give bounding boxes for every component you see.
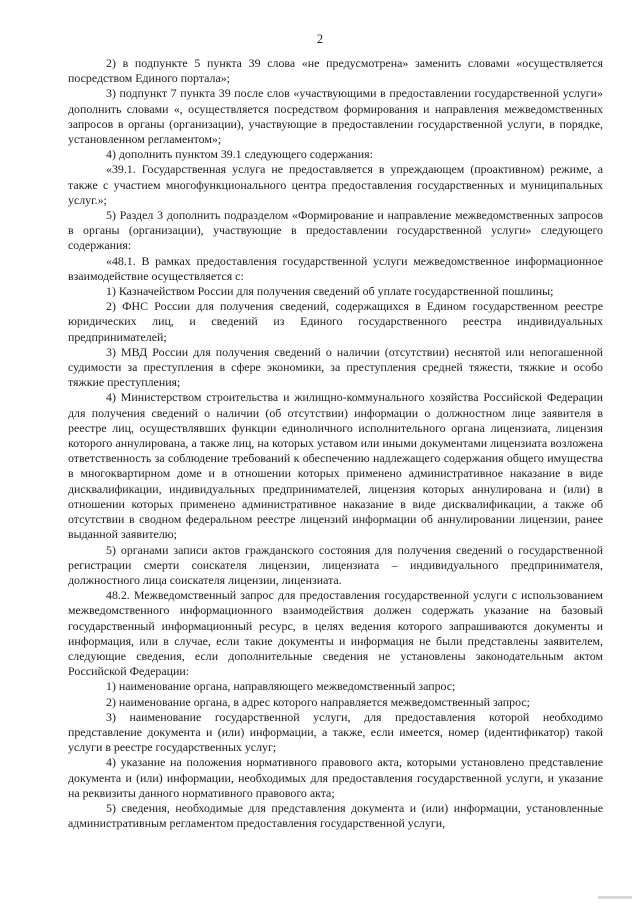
paragraph: 2) ФНС России для получения сведений, содержащихся в Едином государственном реестре юридических лиц, и сведений из Единого государственного реестра индивидуальных предпринимателей; xyxy=(68,299,603,344)
paragraph: 2) наименование органа, в адрес которого направляется межведомственный запрос; xyxy=(106,694,530,709)
paragraph: 4) указание на положения нормативного правового акта, которыми установлено представление документа и (или) информации, необходимых для предоставления государственной услуги, и указание на реквизиты данного нормативного правового акта; xyxy=(68,755,603,800)
paragraph: 3) наименование государственной услуги, для предоставления которой необходимо представление документа и (или) информации, а также, если имеется, номер (идентификатор) такой услуги в реестре государственных услуг; xyxy=(68,709,603,755)
paragraph: «48.1. В рамках предоставления государственной услуги межведомственное информационное взаимодействие осуществляется с: xyxy=(68,253,603,283)
paragraph: 1) наименование органа, направляющего межведомственный запрос; xyxy=(106,679,456,694)
paragraph: 1) Казначейством России для получения сведений об уплате государственной пошлины; xyxy=(106,284,554,299)
paragraph: «39.1. Государственная услуга не предоставляется в упреждающем (проактивном) режиме, а также с участием многофункционального центра предоставления государственных и муниципальных услуг.»; xyxy=(68,162,603,207)
paragraph: 5) сведения, необходимые для представления документа и (или) информации, установленные административным регламентом предоставления государственной услуги, xyxy=(68,800,603,831)
scan-artifact xyxy=(598,896,632,899)
paragraph: 5) органами записи актов гражданского состояния для получения сведений о государственной регистрации смерти соискателя лицензии, лицензиата – индивидуального предпринимателя, должностного лица соискателя лицензии, лицензиата. xyxy=(68,542,603,587)
paragraph: 2) в подпункте 5 пункта 39 слова «не предусмотрена» заменить словами «осуществляется посредством Единого портала»; xyxy=(68,56,603,86)
paragraph: 48.2. Межведомственный запрос для предоставления государственной услуги с использованием межведомственного информационного взаимодействия должен содержать указание на базовый государственный информационный ресурс, в целях ведения которого запрашиваются документы и информация, или в случае, если такие документы и информация не были представлены заявителем, следующие сведения, если дополнительные сведения не установлены законодательным актом Российской Федерации: xyxy=(68,588,603,679)
paragraph: 3) подпункт 7 пункта 39 после слов «участвующими в предоставлении государственной услуги» дополнить словами «, осуществляется посредством формирования и направления межведомственных запросов в органы (организации), участвующие в предоставлении государственной услуги, в порядке, установленном регламентом»; xyxy=(68,86,603,147)
paragraph: 3) МВД России для получения сведений о наличии (отсутствии) неснятой или непогашенной судимости за преступления в сфере экономики, за преступления средней тяжести, тяжкие и особо тяжкие преступления; xyxy=(68,344,603,390)
page-number: 2 xyxy=(316,32,324,46)
document-body xyxy=(68,56,603,831)
paragraph: 4) дополнить пунктом 39.1 следующего содержания: xyxy=(106,147,373,162)
paragraph: 5) Раздел 3 дополнить подразделом «Формирование и направление межведомственных запросов в органы (организации), участвующие в предоставлении государственной услуги» следующего содержания: xyxy=(68,208,603,253)
paragraph: 4) Министерством строительства и жилищно-коммунального хозяйства Российской Федерации для получения сведений о наличии (об отсутствии) информации о должностном лице заявителя в реестре лиц, осуществлявших функции единоличного исполнительного органа лицензиата, лицензия которого аннулирована, а также лиц, на которых уставом или иными документами лицензиата возложена ответственность за соблюдение требований к обеспечению надлежащего содержания общего имущества в многоквартирном доме и в отношении которых применено административное наказание в виде дисквалификации, индивидуальных предпринимателей, лицензия которых аннулирована и (или) в отношении которых применено административное наказание в виде дисквалификации, а также об отсутствии в сводном федеральном реестре лицензий информации об аннулировании лицензии, ранее выданной заявителю; xyxy=(68,390,603,542)
